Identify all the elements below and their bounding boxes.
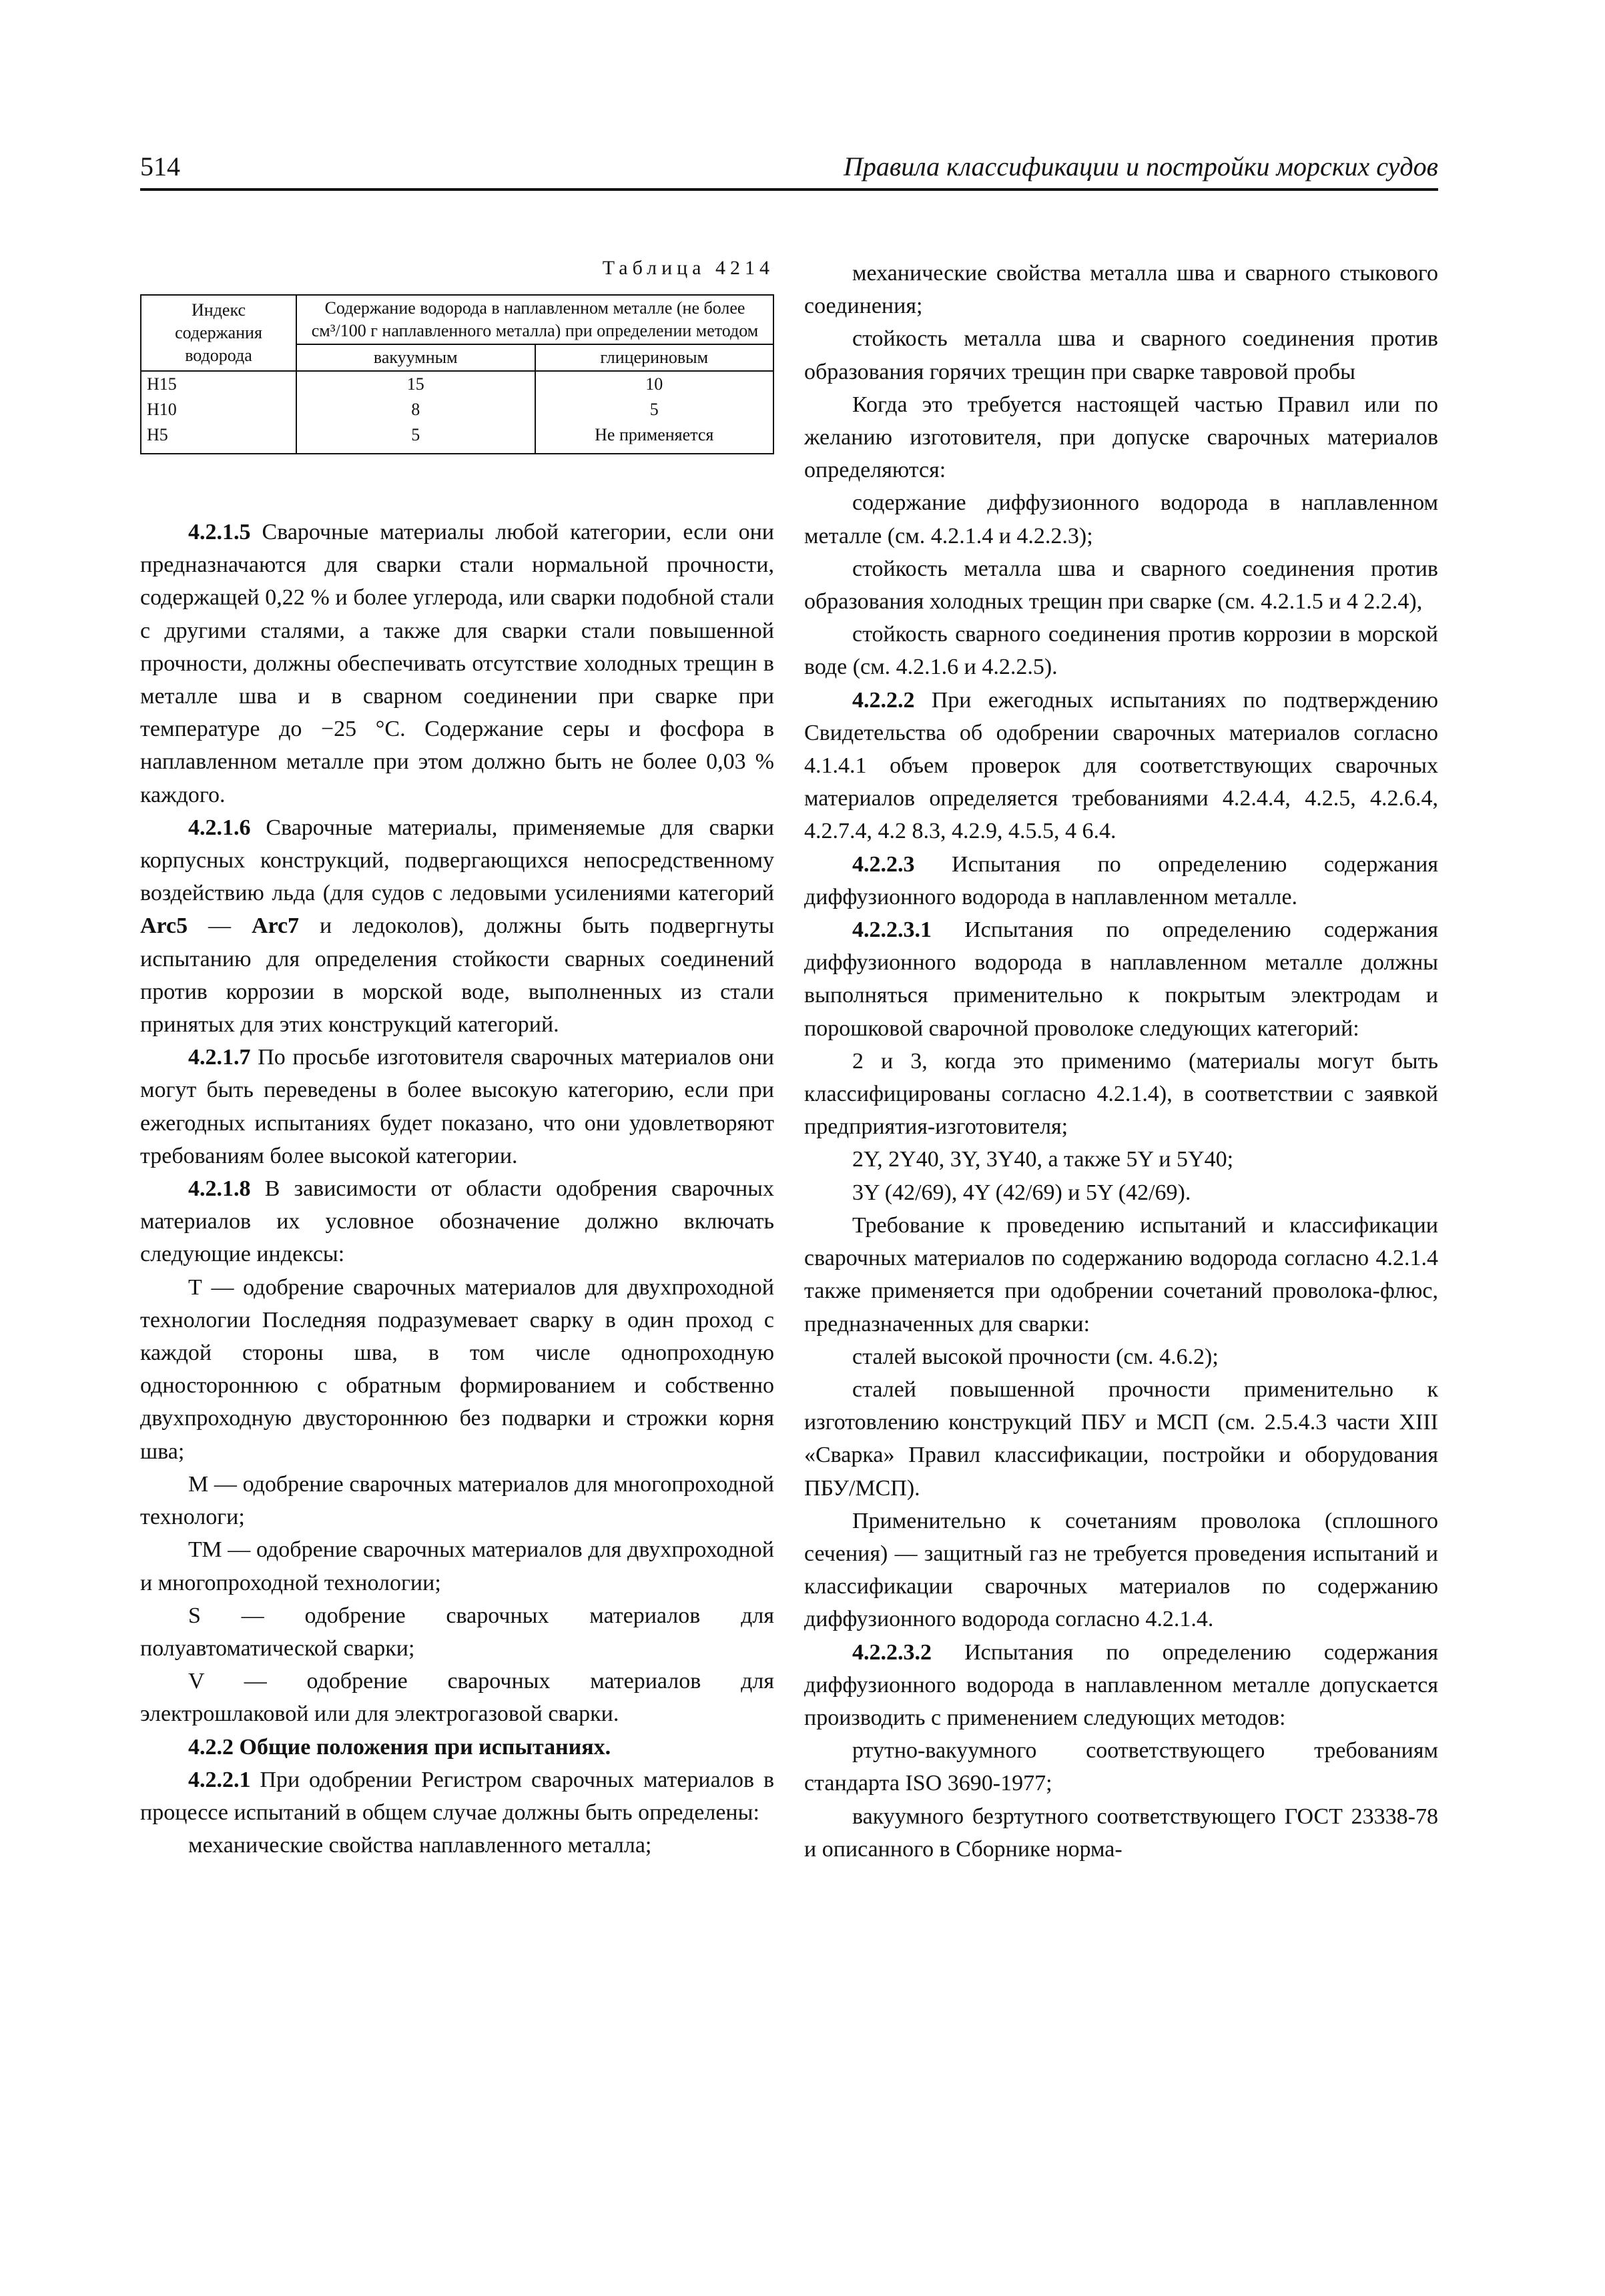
paragraph-4-2-1-6 (140, 811, 774, 1041)
paragraph-text: Испытания по определению содержания диффузионного водорода в наплавленном металле. (804, 851, 1438, 909)
table-row (141, 371, 773, 397)
index-tm: ТМ — одобрение сварочных материалов для двухпроходной и многопроходной технологии; (140, 1537, 774, 1595)
cell-vacuum: 8 (296, 397, 535, 422)
cell-index: H10 (141, 397, 296, 422)
list-item: сталей высокой прочности (см. 4.6.2); (852, 1344, 1219, 1369)
paragraph: Когда это требуется настоящей частью Правил или по желанию изготовителя, при допуске сварочных материалов определяются: (804, 392, 1438, 483)
page-number: 514 (140, 151, 180, 181)
ice-class-arc7: Arc7 (251, 913, 300, 939)
left-column (140, 257, 774, 1862)
index-v: V — одобрение сварочных материалов для электрошлаковой или для электрогазовой сварки. (140, 1669, 774, 1727)
table-header-vacuum: вакуумным (296, 344, 535, 371)
paragraph: Применительно к сочетаниям проволока (сплошного сечения) — защитный газ не требуется проведения испытаний и классификации сварочных материалов по содержанию диффузионного водорода согласно 4.2.1.4. (804, 1508, 1438, 1632)
clause-number: 4.2.2.3 (852, 851, 915, 877)
cell-vacuum: 15 (296, 371, 535, 397)
list-item: 2Y, 2Y40, 3Y, 3Y40, а также 5Y и 5Y40; (852, 1147, 1234, 1172)
paragraph-text: Сварочные материалы, применяемые для сварки корпусных конструкций, подвергающихся непосредственному воздействию льда (для судов с ледовыми усилениями категорий (140, 815, 774, 906)
index-t: Т — одобрение сварочных материалов для двухпроходной технологии Последняя подразумевает сварку в один проход с каждой стороны шва, в том числе однопроходную одностороннюю с обратным формированием и собственно двухпроходную двустороннюю без подварки и строжки корня шва; (140, 1274, 774, 1464)
cell-index: H5 (141, 422, 296, 454)
clause-number: 4.2.1.7 (188, 1045, 251, 1070)
table-header-group: Содержание водорода в наплавленном металле (не более см³/100 г наплавленного металла) при определении методом (296, 295, 773, 344)
paragraph-4-2-2-2 (804, 684, 1438, 848)
ice-class-arc5: Arc5 (140, 913, 188, 939)
cell-glycerin: 5 (535, 397, 774, 422)
paragraph-4-2-1-7 (140, 1041, 774, 1172)
paragraph-text: и ледоколов), должны быть подвергнуты испытанию для определения стойкости сварных соединений против коррозии в морской воде, выполненных из стали принятых для этих конструкций категорий. (140, 913, 775, 1038)
list-item: механические свойства металла шва и сварного стыкового соединения; (804, 261, 1438, 319)
list-item: стойкость металла шва и сварного соединения против образования горячих трещин при сварке тавровой пробы (804, 326, 1438, 384)
paragraph-4-2-2-3-2 (804, 1636, 1438, 1735)
table-header-index: Индекс содержания водорода (141, 295, 296, 371)
paragraph-text: Испытания по определению содержания диффузионного водорода в наплавленном металле должны выполняться применительно к покрытым электродам и порошковой сварочной проволоке следующих категорий: (804, 917, 1438, 1041)
right-column (804, 257, 1438, 1866)
clause-number: 4.2.1.8 (188, 1176, 251, 1202)
list-item: механические свойства наплавленного металла; (188, 1833, 652, 1858)
index-m: М — одобрение сварочных материалов для многопроходной технологи; (140, 1471, 774, 1530)
paragraph-text: В зависимости от области одобрения сварочных материалов их условное обозначение должно включать следующие индексы: (140, 1176, 774, 1267)
list-item: стойкость металла шва и сварного соединения против образования холодных трещин при сварке (см. 4.2.1.5 и 4 2.2.4), (804, 556, 1438, 615)
section-heading-4-2-2: 4.2.2 Общие положения при испытаниях. (188, 1734, 611, 1760)
paragraph-4-2-2-3 (804, 848, 1438, 913)
paragraph-text: По просьбе изготовителя сварочных материалов они могут быть переведены в более высокую категорию, если при ежегодных испытаниях будет показано, что они удовлетворяют требованиям более высокой категории. (140, 1045, 774, 1168)
list-item: 2 и 3, когда это применимо (материалы могут быть классифицированы согласно 4.2.1.4), в соответствии с заявкой предприятия-изготовителя; (804, 1048, 1438, 1140)
table-caption: Таблица 4214 (602, 257, 774, 279)
paragraph-text: Испытания по определению содержания диффузионного водорода в наплавленном металле допускается производить с применением следующих методов: (804, 1639, 1438, 1730)
paragraph-4-2-1-5 (140, 516, 774, 811)
paragraph-4-2-2-3-1 (804, 913, 1438, 1045)
paragraph: Требование к проведению испытаний и классификации сварочных материалов по содержанию водорода согласно 4.2.1.4 также применяется при одобрении сочетаний проволока-флюс, предназначенных для сварки: (804, 1212, 1438, 1336)
cell-glycerin: Не применяется (535, 422, 774, 454)
paragraph-text: При одобрении Регистром сварочных материалов в процессе испытаний в общем случае должны быть определены: (140, 1767, 774, 1825)
hydrogen-table (140, 294, 774, 454)
clause-number: 4.2.1.5 (188, 520, 251, 544)
clause-number: 4.2.2.3.2 (852, 1639, 932, 1665)
clause-number: 4.2.2.3.1 (852, 917, 932, 943)
list-item: 3Y (42/69), 4Y (42/69) и 5Y (42/69). (852, 1180, 1191, 1205)
cell-glycerin: 10 (535, 371, 774, 397)
paragraph-text: При ежегодных испытаниях по подтверждению Свидетельства об одобрении сварочных материалов согласно 4.1.4.1 объем проверок для соответствующих сварочных материалов определяется требованиями 4.2.4.4, 4.2.5, 4.2.6.4, 4.2.7.4, 4.2 8.3, 4.2.9, 4.5.5, 4 6.4. (804, 687, 1438, 844)
table-header-glycerin: глицериновым (535, 344, 774, 371)
cell-index: H15 (141, 371, 296, 397)
list-item: вакуумного безртутного соответствующего ГОСТ 23338-78 и описанного в Сборнике норма- (804, 1804, 1438, 1862)
table-row (141, 397, 773, 422)
dash: — (188, 913, 252, 939)
clause-number: 4.2.2.1 (188, 1767, 251, 1792)
table-row (141, 422, 773, 454)
list-item: сталей повышенной прочности применительно к изготовлению конструкций ПБУ и МСП (см. 2.5.4.3 части XIII «Сварка» Правил классификации, постройки и оборудования ПБУ/МСП). (804, 1377, 1438, 1501)
clause-number: 4.2.2.2 (852, 687, 915, 713)
paragraph-4-2-2-1 (140, 1764, 774, 1829)
paragraph-4-2-1-8 (140, 1172, 774, 1271)
clause-number: 4.2.1.6 (188, 815, 251, 840)
list-item: содержание диффузионного водорода в наплавленном металле (см. 4.2.1.4 и 4.2.2.3); (804, 490, 1438, 548)
running-title: Правила классификации и постройки морских судов (843, 151, 1438, 181)
list-item: стойкость сварного соединения против коррозии в морской воде (см. 4.2.1.6 и 4.2.2.5). (804, 622, 1438, 680)
page-header (140, 148, 1438, 191)
list-item: ртутно-вакуумного соответствующего требованиям стандарта ISO 3690-1977; (804, 1738, 1438, 1796)
cell-vacuum: 5 (296, 422, 535, 454)
index-s: S — одобрение сварочных материалов для полуавтоматической сварки; (140, 1603, 774, 1661)
paragraph-text: Сварочные материалы любой категории, если они предназначаются для сварки стали нормальной прочности, содержащей 0,22 % и более углерода, или сварки подобной стали с другими сталями, а также для сварки стали повышенной прочности, должны обеспечивать отсутствие холодных трещин в металле шва и в сварном соединении при сварке при температуре до −25 °С. Содержание серы и фосфора в наплавленном металле при этом должно быть не более 0,03 % каждого. (140, 520, 774, 807)
